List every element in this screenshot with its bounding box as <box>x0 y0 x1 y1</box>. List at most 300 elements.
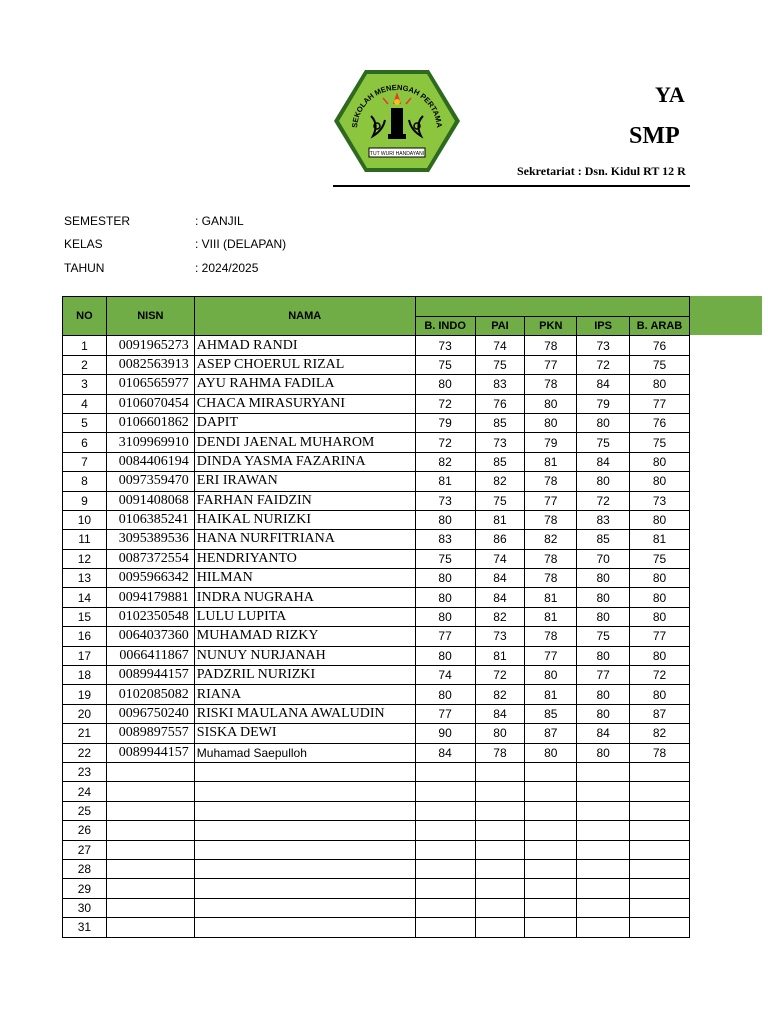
table-row <box>63 607 690 626</box>
nisn-cell <box>106 782 194 801</box>
row-number: 8 <box>63 472 107 491</box>
score-cell: 83 <box>415 530 475 549</box>
table-row <box>63 859 690 878</box>
score-cell <box>475 762 525 781</box>
row-number: 30 <box>63 898 107 917</box>
nisn-cell <box>106 840 194 859</box>
score-cell: 80 <box>630 646 690 665</box>
score-cell: 77 <box>525 646 577 665</box>
svg-text:TUT WURI HANDAYANI: TUT WURI HANDAYANI <box>369 151 425 157</box>
score-cell <box>525 898 577 917</box>
name-cell: LULU LUPITA <box>194 607 415 626</box>
score-cell: 80 <box>577 704 630 723</box>
score-cell: 80 <box>630 588 690 607</box>
score-cell: 80 <box>415 375 475 394</box>
header-subject: PKN <box>525 317 577 336</box>
nisn-cell: 0102350548 <box>106 607 194 626</box>
row-number: 20 <box>63 704 107 723</box>
nisn-cell: 0089897557 <box>106 724 194 743</box>
row-number: 26 <box>63 821 107 840</box>
nisn-cell <box>106 859 194 878</box>
score-cell: 84 <box>475 588 525 607</box>
table-row <box>63 898 690 917</box>
nisn-cell: 0106601862 <box>106 413 194 432</box>
score-cell: 85 <box>475 452 525 471</box>
score-cell <box>415 801 475 820</box>
score-cell <box>630 821 690 840</box>
score-cell: 80 <box>577 646 630 665</box>
row-number: 1 <box>63 336 107 355</box>
score-cell <box>630 918 690 937</box>
header-nama: NAMA <box>194 297 415 336</box>
table-row <box>63 879 690 898</box>
name-cell <box>194 821 415 840</box>
score-cell: 80 <box>630 607 690 626</box>
table-row <box>63 530 690 549</box>
score-cell <box>475 879 525 898</box>
name-cell: HANA NURFITRIANA <box>194 530 415 549</box>
table-row <box>63 452 690 471</box>
score-cell <box>475 782 525 801</box>
svg-text:SEKOLAH MENENGAH PERTAMA: SEKOLAH MENENGAH PERTAMA <box>350 82 444 129</box>
table-row <box>63 394 690 413</box>
score-cell: 80 <box>577 607 630 626</box>
score-cell: 80 <box>630 472 690 491</box>
score-cell <box>577 782 630 801</box>
score-cell <box>415 782 475 801</box>
row-number: 3 <box>63 375 107 394</box>
score-cell: 84 <box>577 375 630 394</box>
nisn-cell <box>106 918 194 937</box>
score-cell <box>630 898 690 917</box>
score-cell: 76 <box>630 336 690 355</box>
score-cell: 84 <box>475 704 525 723</box>
name-cell <box>194 898 415 917</box>
table-row <box>63 840 690 859</box>
score-cell: 80 <box>525 413 577 432</box>
school-logo <box>333 68 461 174</box>
table-row <box>63 472 690 491</box>
score-cell <box>630 859 690 878</box>
score-cell: 80 <box>630 375 690 394</box>
score-cell <box>630 762 690 781</box>
score-cell: 81 <box>630 530 690 549</box>
score-cell <box>577 879 630 898</box>
row-number: 12 <box>63 549 107 568</box>
score-cell: 80 <box>525 394 577 413</box>
score-cell <box>577 859 630 878</box>
table-row <box>63 918 690 937</box>
score-cell: 78 <box>525 375 577 394</box>
score-cell: 82 <box>630 724 690 743</box>
year-label: TAHUN <box>64 261 105 275</box>
class-label: KELAS <box>64 237 103 251</box>
score-cell: 72 <box>577 491 630 510</box>
score-cell: 82 <box>525 530 577 549</box>
row-number: 27 <box>63 840 107 859</box>
name-cell <box>194 918 415 937</box>
semester-label: SEMESTER <box>64 214 131 228</box>
score-cell <box>577 918 630 937</box>
score-cell <box>577 898 630 917</box>
score-cell <box>577 821 630 840</box>
score-cell: 81 <box>525 685 577 704</box>
nisn-cell: 0106385241 <box>106 510 194 529</box>
nisn-cell <box>106 898 194 917</box>
score-cell: 72 <box>415 394 475 413</box>
score-cell <box>525 821 577 840</box>
score-cell: 75 <box>415 355 475 374</box>
score-cell: 80 <box>577 743 630 762</box>
name-cell <box>194 859 415 878</box>
nisn-cell: 0106565977 <box>106 375 194 394</box>
row-number: 16 <box>63 627 107 646</box>
score-cell: 80 <box>415 510 475 529</box>
row-number: 7 <box>63 452 107 471</box>
name-cell <box>194 801 415 820</box>
table-row <box>63 666 690 685</box>
score-cell: 74 <box>415 666 475 685</box>
name-cell: RISKI MAULANA AWALUDIN <box>194 704 415 723</box>
score-cell: 80 <box>577 569 630 588</box>
nisn-cell: 0089944157 <box>106 666 194 685</box>
table-row <box>63 724 690 743</box>
secretariat-address: Sekretariat : Dsn. Kidul RT 12 R <box>517 164 686 178</box>
name-cell: MUHAMAD RIZKY <box>194 627 415 646</box>
score-cell <box>525 859 577 878</box>
school-title: SMP <box>629 123 680 149</box>
name-cell: INDRA NUGRAHA <box>194 588 415 607</box>
score-cell: 85 <box>577 530 630 549</box>
nisn-cell: 3095389536 <box>106 530 194 549</box>
row-number: 5 <box>63 413 107 432</box>
nisn-cell: 0084406194 <box>106 452 194 471</box>
nisn-cell <box>106 801 194 820</box>
score-cell <box>525 879 577 898</box>
score-cell: 87 <box>630 704 690 723</box>
table-row <box>63 569 690 588</box>
score-cell: 75 <box>415 549 475 568</box>
name-cell <box>194 840 415 859</box>
table-row <box>63 588 690 607</box>
score-cell <box>415 840 475 859</box>
score-cell: 73 <box>630 491 690 510</box>
table-row <box>63 801 690 820</box>
score-cell: 81 <box>415 472 475 491</box>
score-cell: 87 <box>525 724 577 743</box>
score-cell: 72 <box>475 666 525 685</box>
header-subject-group <box>415 297 689 317</box>
score-cell: 72 <box>415 433 475 452</box>
table-row <box>63 510 690 529</box>
score-cell: 80 <box>525 743 577 762</box>
name-cell: AYU RAHMA FADILA <box>194 375 415 394</box>
score-cell <box>415 859 475 878</box>
name-cell: SISKA DEWI <box>194 724 415 743</box>
score-cell: 80 <box>415 588 475 607</box>
nisn-cell <box>106 821 194 840</box>
row-number: 25 <box>63 801 107 820</box>
header-subject: B. INDO <box>415 317 475 336</box>
nisn-cell: 0106070454 <box>106 394 194 413</box>
row-number: 15 <box>63 607 107 626</box>
nisn-cell: 0095966342 <box>106 569 194 588</box>
foundation-title: YA <box>655 82 685 107</box>
row-number: 28 <box>63 859 107 878</box>
score-cell: 80 <box>415 607 475 626</box>
row-number: 31 <box>63 918 107 937</box>
score-cell: 84 <box>577 724 630 743</box>
score-cell: 78 <box>525 472 577 491</box>
name-cell: DINDA YASMA FAZARINA <box>194 452 415 471</box>
header-no: NO <box>63 297 107 336</box>
row-number: 17 <box>63 646 107 665</box>
score-cell: 75 <box>577 627 630 646</box>
name-cell <box>194 762 415 781</box>
row-number: 21 <box>63 724 107 743</box>
table-row <box>63 743 690 762</box>
header-nisn: NISN <box>106 297 194 336</box>
header-subject: PAI <box>475 317 525 336</box>
score-cell <box>577 801 630 820</box>
table-row <box>63 762 690 781</box>
score-cell: 80 <box>630 685 690 704</box>
score-cell: 80 <box>630 452 690 471</box>
nisn-cell: 0096750240 <box>106 704 194 723</box>
table-row <box>63 782 690 801</box>
score-cell: 81 <box>475 646 525 665</box>
table-row <box>63 336 690 355</box>
score-cell: 76 <box>630 413 690 432</box>
nisn-cell: 3109969910 <box>106 433 194 452</box>
table-row <box>63 491 690 510</box>
score-cell <box>577 840 630 859</box>
row-number: 14 <box>63 588 107 607</box>
name-cell: ERI IRAWAN <box>194 472 415 491</box>
score-cell <box>630 801 690 820</box>
score-cell: 76 <box>475 394 525 413</box>
score-cell <box>415 879 475 898</box>
score-cell: 80 <box>630 569 690 588</box>
score-cell: 80 <box>577 472 630 491</box>
score-cell: 74 <box>475 549 525 568</box>
score-cell: 81 <box>475 510 525 529</box>
score-cell: 77 <box>415 627 475 646</box>
score-cell: 78 <box>525 549 577 568</box>
score-cell <box>630 879 690 898</box>
name-cell: HENDRIYANTO <box>194 549 415 568</box>
score-cell <box>475 821 525 840</box>
score-cell: 85 <box>525 704 577 723</box>
score-cell: 78 <box>525 336 577 355</box>
name-cell: HAIKAL NURIZKI <box>194 510 415 529</box>
score-cell: 79 <box>525 433 577 452</box>
nisn-cell: 0091408068 <box>106 491 194 510</box>
row-number: 19 <box>63 685 107 704</box>
score-cell: 73 <box>577 336 630 355</box>
score-cell: 73 <box>415 491 475 510</box>
score-cell: 74 <box>475 336 525 355</box>
score-cell: 80 <box>630 510 690 529</box>
table-row <box>63 821 690 840</box>
score-cell: 75 <box>475 491 525 510</box>
name-cell <box>194 782 415 801</box>
score-cell: 77 <box>525 491 577 510</box>
table-row <box>63 704 690 723</box>
score-cell: 84 <box>415 743 475 762</box>
score-cell: 78 <box>525 569 577 588</box>
row-number: 23 <box>63 762 107 781</box>
name-cell: NUNUY NURJANAH <box>194 646 415 665</box>
nisn-cell <box>106 879 194 898</box>
table-row <box>63 433 690 452</box>
score-cell: 75 <box>630 433 690 452</box>
score-cell: 72 <box>630 666 690 685</box>
score-cell <box>415 918 475 937</box>
nisn-cell: 0097359470 <box>106 472 194 491</box>
score-cell <box>475 918 525 937</box>
table-row <box>63 549 690 568</box>
row-number: 22 <box>63 743 107 762</box>
score-cell: 78 <box>475 743 525 762</box>
score-cell <box>630 782 690 801</box>
table-row <box>63 646 690 665</box>
row-number: 10 <box>63 510 107 529</box>
score-cell: 81 <box>525 607 577 626</box>
score-cell: 80 <box>577 413 630 432</box>
table-row <box>63 375 690 394</box>
score-cell: 72 <box>577 355 630 374</box>
score-cell: 85 <box>475 413 525 432</box>
score-cell: 83 <box>475 375 525 394</box>
score-cell <box>415 762 475 781</box>
score-cell <box>415 821 475 840</box>
score-cell: 77 <box>525 355 577 374</box>
score-cell <box>525 782 577 801</box>
score-cell: 90 <box>415 724 475 743</box>
score-cell <box>475 801 525 820</box>
score-cell: 73 <box>475 433 525 452</box>
table-row <box>63 685 690 704</box>
row-number: 18 <box>63 666 107 685</box>
score-cell: 82 <box>475 685 525 704</box>
nisn-cell: 0064037360 <box>106 627 194 646</box>
score-cell: 80 <box>577 685 630 704</box>
name-cell: PADZRIL NURIZKI <box>194 666 415 685</box>
class-value: : VIII (DELAPAN) <box>195 237 287 251</box>
row-number: 6 <box>63 433 107 452</box>
score-cell: 77 <box>630 627 690 646</box>
score-cell: 77 <box>630 394 690 413</box>
nisn-cell: 0066411867 <box>106 646 194 665</box>
row-number: 11 <box>63 530 107 549</box>
score-cell: 80 <box>415 569 475 588</box>
name-cell: CHACA MIRASURYANI <box>194 394 415 413</box>
score-cell: 75 <box>475 355 525 374</box>
header-subject: IPS <box>577 317 630 336</box>
score-cell <box>475 840 525 859</box>
score-cell <box>525 918 577 937</box>
semester-value: : GANJIL <box>195 214 244 228</box>
header-fill-overflow <box>690 296 762 335</box>
name-cell: RIANA <box>194 685 415 704</box>
grades-table <box>62 296 690 938</box>
score-cell: 75 <box>630 549 690 568</box>
nisn-cell <box>106 762 194 781</box>
score-cell: 77 <box>577 666 630 685</box>
score-cell: 70 <box>577 549 630 568</box>
name-cell <box>194 879 415 898</box>
score-cell <box>475 898 525 917</box>
score-cell: 81 <box>525 588 577 607</box>
header-subject: B. ARAB <box>630 317 690 336</box>
score-cell: 82 <box>475 607 525 626</box>
score-cell <box>525 801 577 820</box>
score-cell <box>630 840 690 859</box>
header-divider <box>333 185 690 187</box>
name-cell: AHMAD RANDI <box>194 336 415 355</box>
score-cell: 86 <box>475 530 525 549</box>
name-cell: FARHAN FAIDZIN <box>194 491 415 510</box>
score-cell: 84 <box>577 452 630 471</box>
nisn-cell: 0094179881 <box>106 588 194 607</box>
score-cell: 80 <box>415 646 475 665</box>
name-cell: Muhamad Saepulloh <box>194 743 415 762</box>
score-cell: 83 <box>577 510 630 529</box>
score-cell: 80 <box>415 685 475 704</box>
score-cell: 82 <box>415 452 475 471</box>
score-cell: 80 <box>475 724 525 743</box>
score-cell: 77 <box>415 704 475 723</box>
score-cell <box>475 859 525 878</box>
score-cell: 79 <box>577 394 630 413</box>
score-cell: 73 <box>475 627 525 646</box>
score-cell: 80 <box>525 666 577 685</box>
table-row <box>63 627 690 646</box>
nisn-cell: 0082563913 <box>106 355 194 374</box>
row-number: 9 <box>63 491 107 510</box>
score-cell: 73 <box>415 336 475 355</box>
score-cell: 82 <box>475 472 525 491</box>
score-cell: 84 <box>475 569 525 588</box>
nisn-cell: 0089944157 <box>106 743 194 762</box>
name-cell: DAPIT <box>194 413 415 432</box>
score-cell: 78 <box>630 743 690 762</box>
score-cell <box>577 762 630 781</box>
score-cell: 75 <box>630 355 690 374</box>
row-number: 24 <box>63 782 107 801</box>
score-cell: 75 <box>577 433 630 452</box>
nisn-cell: 0102085082 <box>106 685 194 704</box>
row-number: 29 <box>63 879 107 898</box>
score-cell: 80 <box>577 588 630 607</box>
name-cell: DENDI JAENAL MUHAROM <box>194 433 415 452</box>
name-cell: HILMAN <box>194 569 415 588</box>
nisn-cell: 0087372554 <box>106 549 194 568</box>
year-value: : 2024/2025 <box>195 261 259 275</box>
nisn-cell: 0091965273 <box>106 336 194 355</box>
row-number: 13 <box>63 569 107 588</box>
score-cell: 78 <box>525 510 577 529</box>
score-cell <box>525 840 577 859</box>
table-row <box>63 355 690 374</box>
score-cell: 79 <box>415 413 475 432</box>
table-row <box>63 413 690 432</box>
score-cell <box>415 898 475 917</box>
row-number: 4 <box>63 394 107 413</box>
score-cell <box>525 762 577 781</box>
score-cell: 81 <box>525 452 577 471</box>
